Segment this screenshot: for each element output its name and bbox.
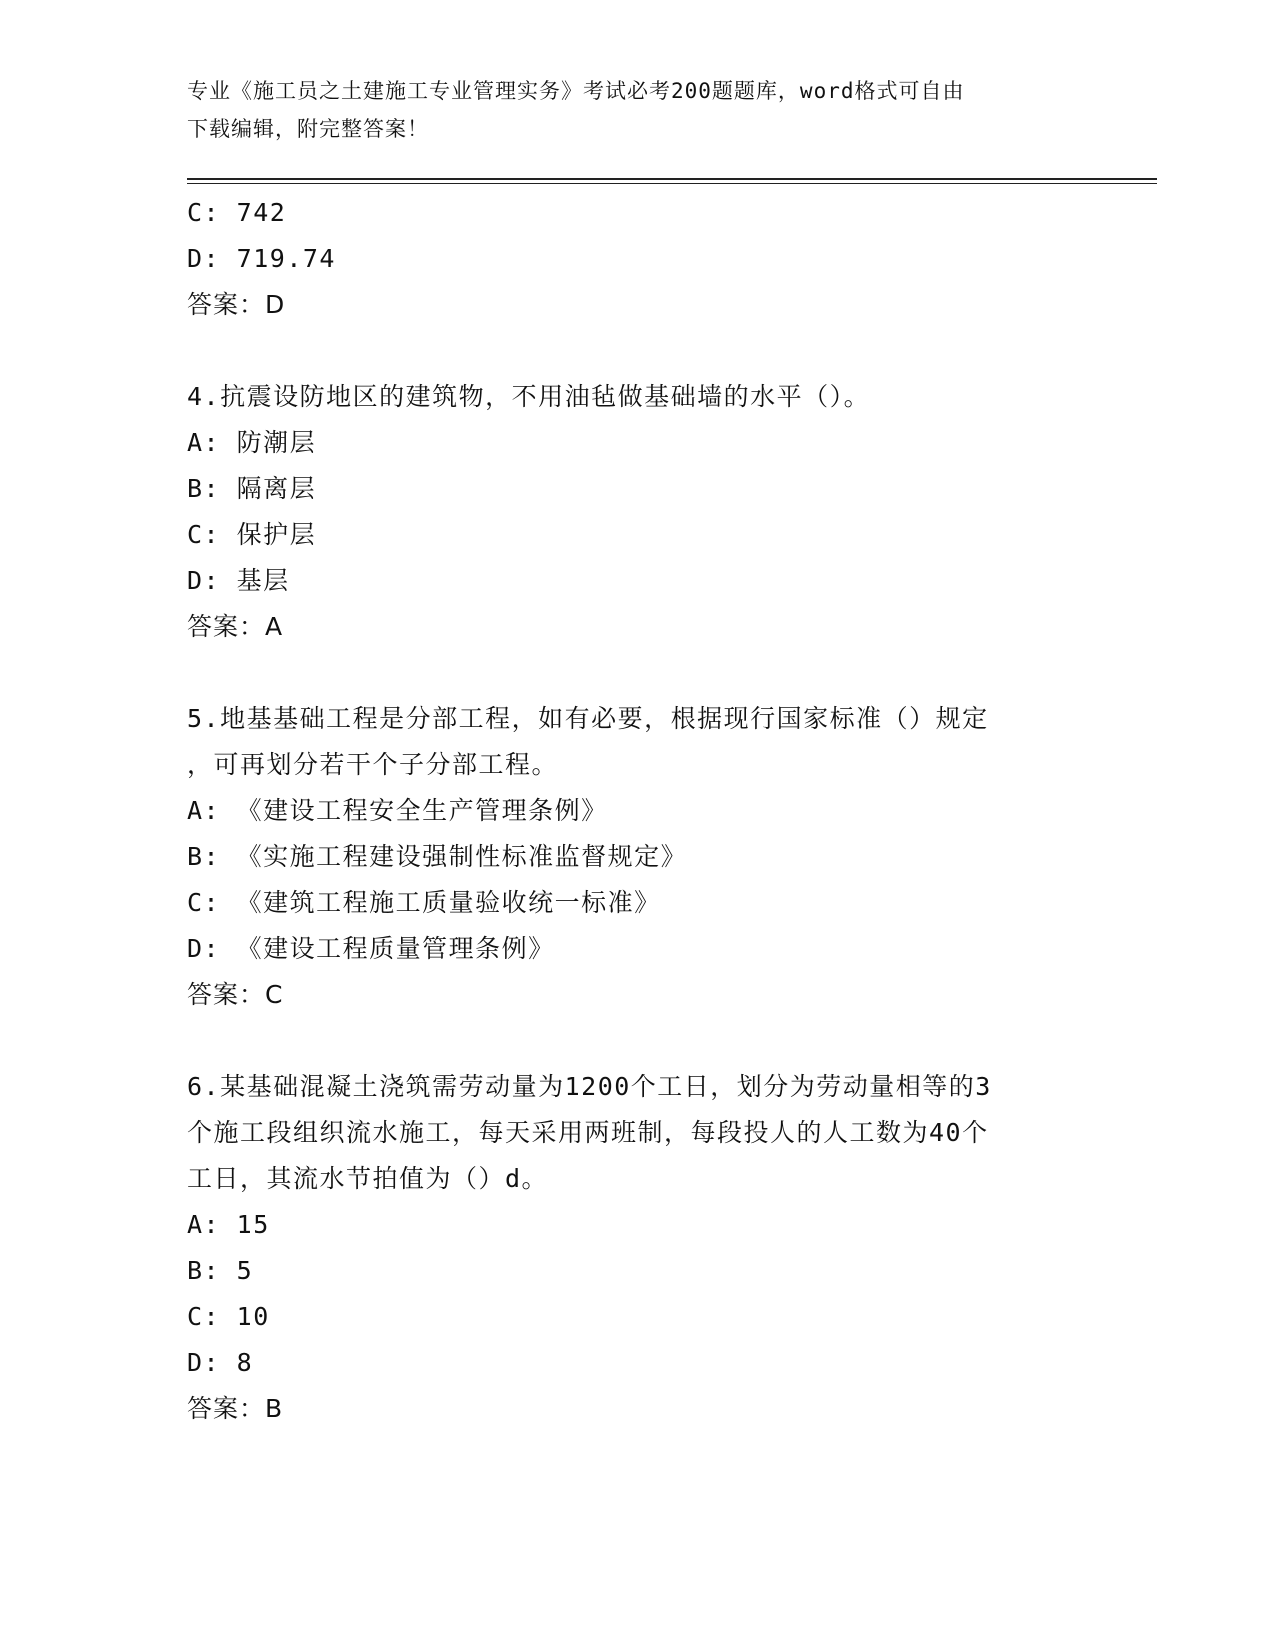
option-text: 隔离层 bbox=[236, 474, 317, 503]
option-text: 防潮层 bbox=[236, 428, 317, 457]
option-c bbox=[187, 1294, 1087, 1340]
header-line-1: 专业《施工员之土建施工专业管理实务》考试必考200题题库，word格式可自由 bbox=[187, 79, 965, 103]
document-header bbox=[187, 72, 1087, 148]
option-a bbox=[187, 1202, 1087, 1248]
option-label: D: bbox=[187, 244, 221, 273]
question-text-line-2: 个施工段组织流水施工，每天采用两班制，每段投人的人工数为40个 bbox=[187, 1118, 989, 1147]
question-text-line-1: 6.某基础混凝土浇筑需劳动量为1200个工日，划分为劳动量相等的3 bbox=[187, 1072, 992, 1101]
option-text: 15 bbox=[236, 1210, 270, 1239]
option-label: D: bbox=[187, 566, 221, 595]
option-label: C: bbox=[187, 198, 221, 227]
option-d bbox=[187, 236, 1087, 282]
option-a bbox=[187, 420, 1087, 466]
header-divider-thick bbox=[187, 178, 1157, 180]
question-text-line-2: ，可再划分若干个子分部工程。 bbox=[187, 750, 559, 779]
option-text: 10 bbox=[236, 1302, 270, 1331]
option-label: B: bbox=[187, 842, 221, 871]
option-b bbox=[187, 834, 1087, 880]
question-4 bbox=[187, 374, 1087, 650]
option-text: 5 bbox=[236, 1256, 254, 1285]
option-d bbox=[187, 926, 1087, 972]
option-text: 《建筑工程施工质量验收统一标准》 bbox=[236, 888, 661, 917]
option-d bbox=[187, 558, 1087, 604]
header-divider-thin bbox=[187, 183, 1157, 184]
option-c bbox=[187, 512, 1087, 558]
option-text: 《实施工程建设强制性标准监督规定》 bbox=[236, 842, 688, 871]
option-label: B: bbox=[187, 474, 221, 503]
option-text: 742 bbox=[236, 198, 287, 227]
option-label: A: bbox=[187, 796, 221, 825]
option-label: D: bbox=[187, 934, 221, 963]
answer: 答案：D bbox=[187, 290, 286, 319]
question-6 bbox=[187, 1064, 1087, 1432]
option-label: A: bbox=[187, 1210, 221, 1239]
option-label: C: bbox=[187, 1302, 221, 1331]
answer: 答案：B bbox=[187, 1394, 284, 1423]
header-line-2: 下载编辑，附完整答案！ bbox=[187, 117, 429, 141]
option-text: 8 bbox=[236, 1348, 254, 1377]
option-text: 《建设工程安全生产管理条例》 bbox=[236, 796, 608, 825]
question-text: 4.抗震设防地区的建筑物，不用油毡做基础墙的水平（）。 bbox=[187, 382, 871, 411]
option-b bbox=[187, 466, 1087, 512]
option-a bbox=[187, 788, 1087, 834]
question-3 bbox=[187, 190, 1087, 328]
option-b bbox=[187, 1248, 1087, 1294]
answer: 答案：C bbox=[187, 980, 284, 1009]
option-text: 基层 bbox=[236, 566, 290, 595]
question-list bbox=[187, 190, 1087, 1432]
option-text: 保护层 bbox=[236, 520, 317, 549]
question-text-line-1: 5.地基基础工程是分部工程，如有必要，根据现行国家标准（）规定 bbox=[187, 704, 989, 733]
option-label: C: bbox=[187, 888, 221, 917]
option-d bbox=[187, 1340, 1087, 1386]
option-text: 719.74 bbox=[236, 244, 336, 273]
option-label: A: bbox=[187, 428, 221, 457]
option-c bbox=[187, 190, 1087, 236]
option-label: D: bbox=[187, 1348, 221, 1377]
option-c bbox=[187, 880, 1087, 926]
option-label: C: bbox=[187, 520, 221, 549]
answer: 答案：A bbox=[187, 612, 284, 641]
question-text-line-3: 工日，其流水节拍值为（）d。 bbox=[187, 1164, 549, 1193]
option-text: 《建设工程质量管理条例》 bbox=[236, 934, 555, 963]
option-label: B: bbox=[187, 1256, 221, 1285]
question-5 bbox=[187, 696, 1087, 1018]
